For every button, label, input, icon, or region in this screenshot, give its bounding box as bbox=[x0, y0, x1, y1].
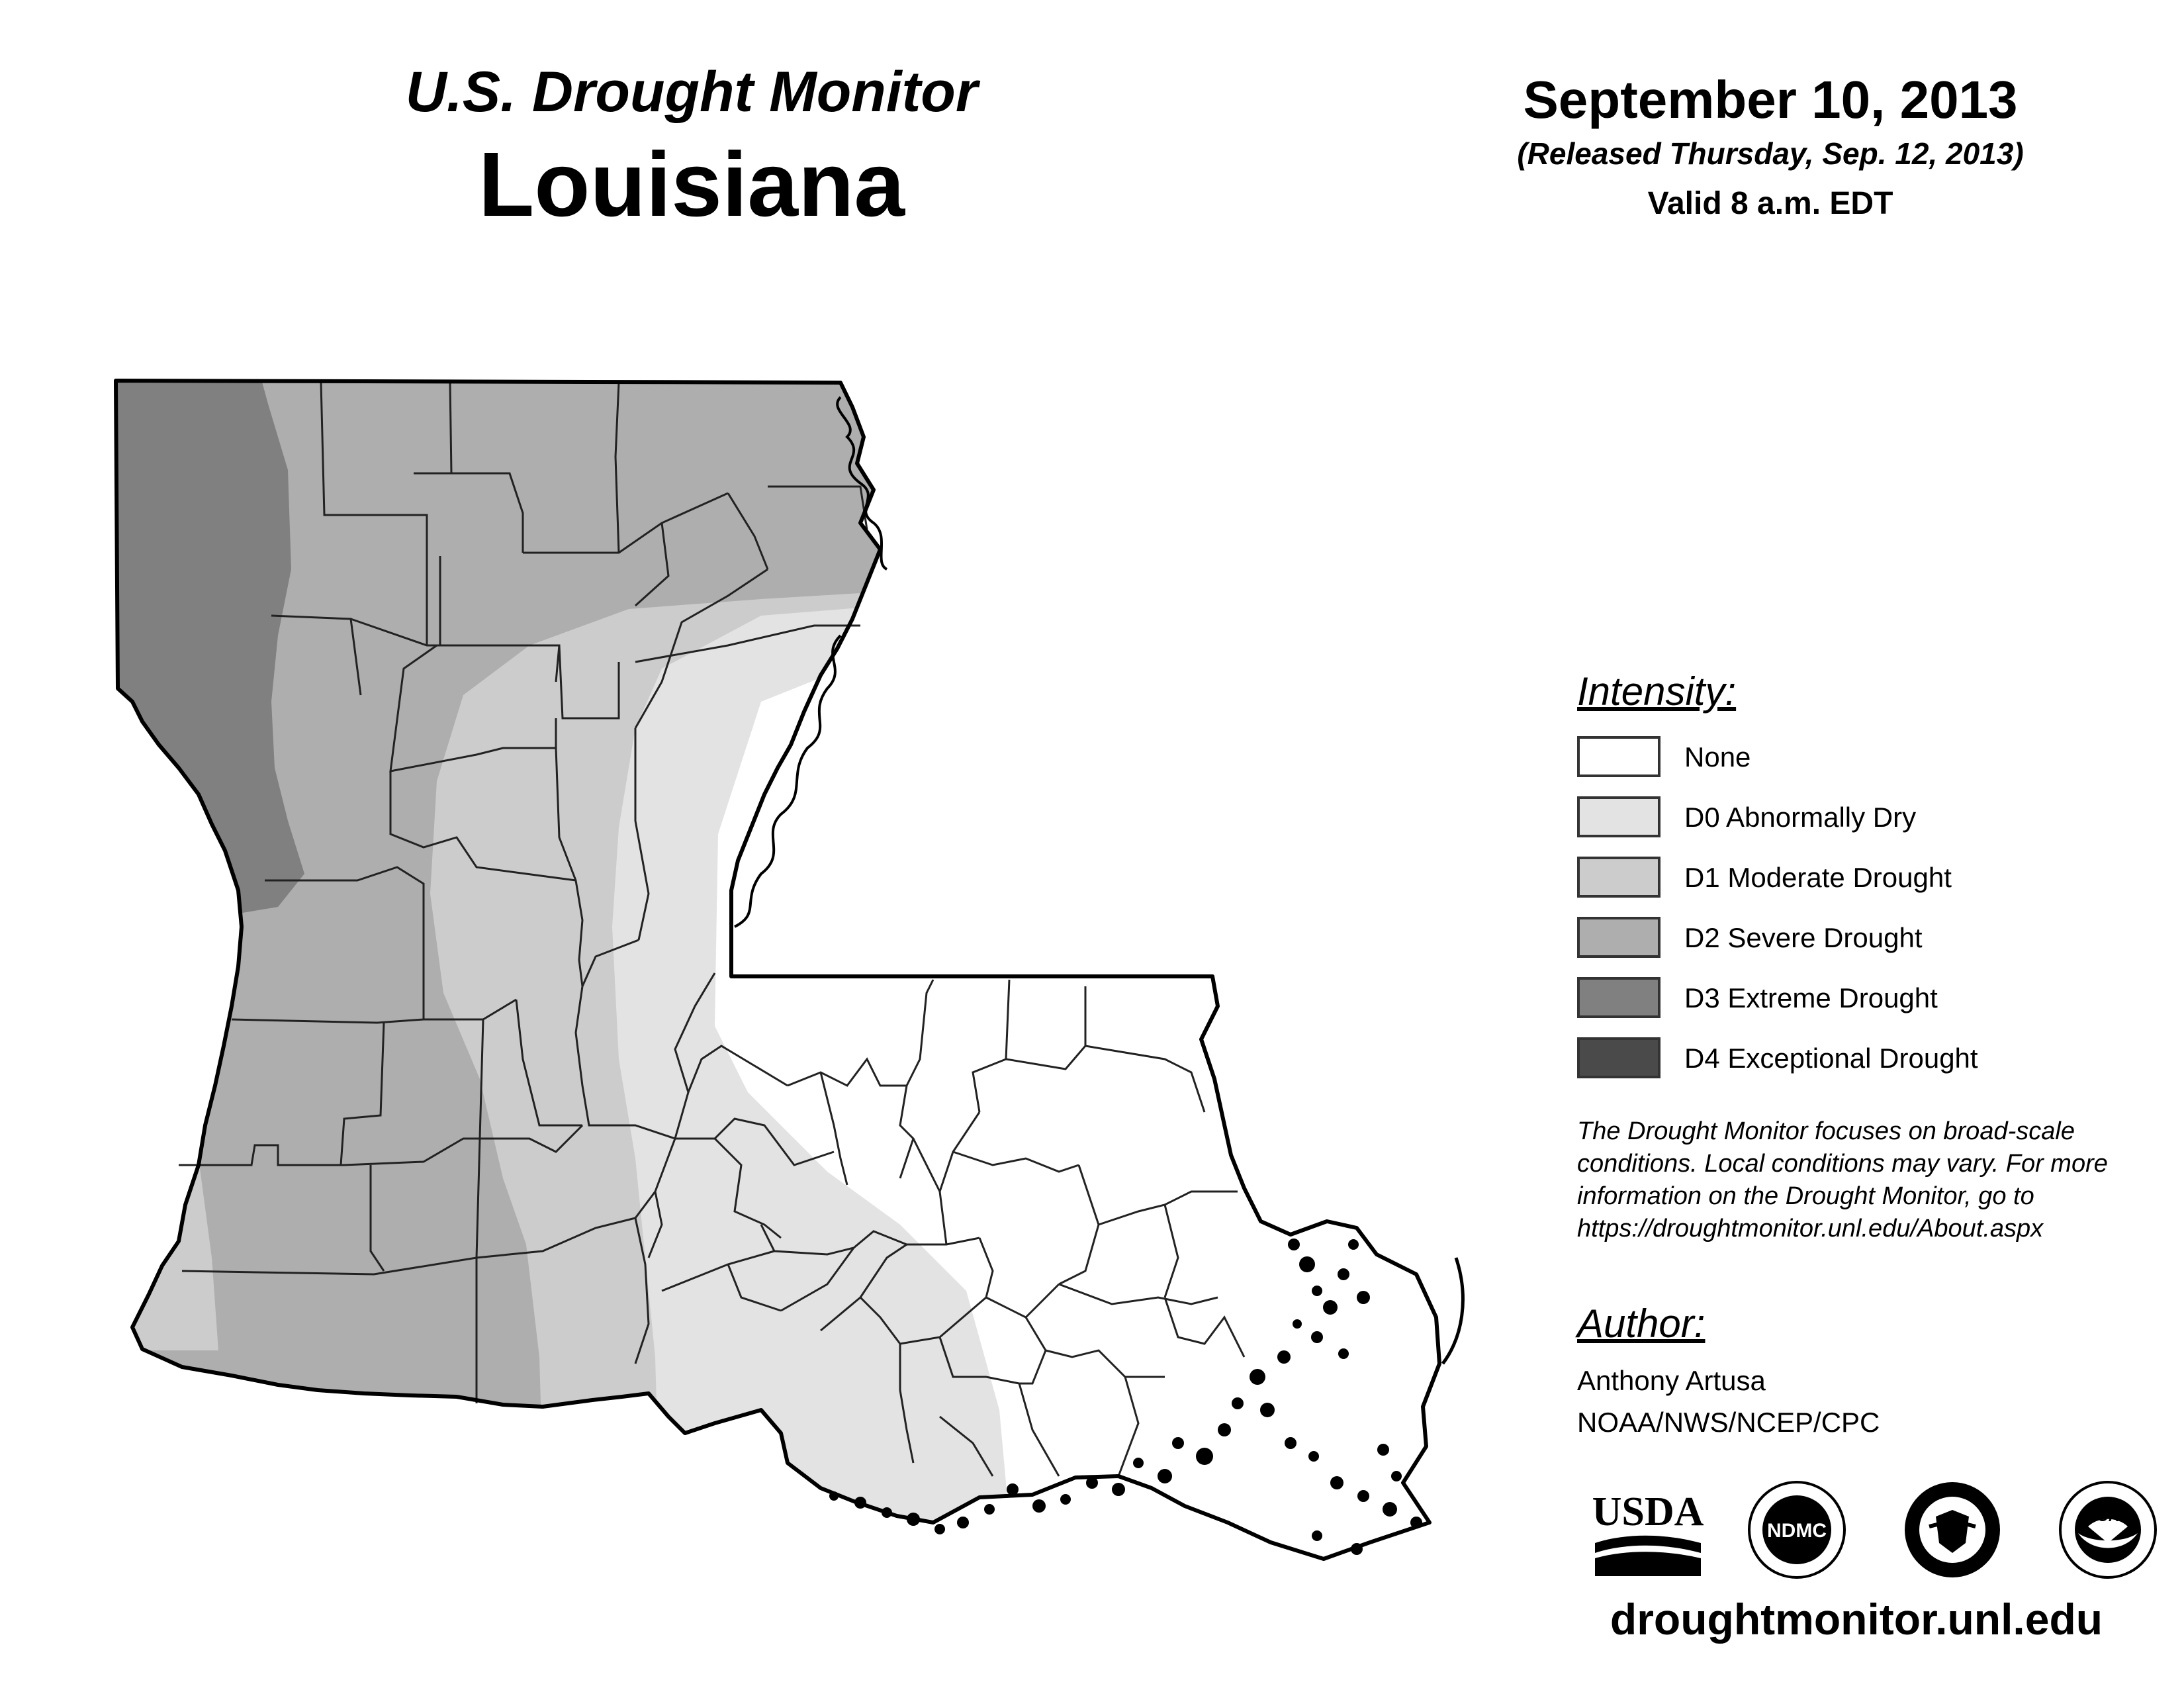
legend-swatch bbox=[1577, 1037, 1661, 1078]
legend-swatch bbox=[1577, 917, 1661, 958]
legend-item-d3 bbox=[1577, 977, 2107, 1018]
website-link[interactable]: droughtmonitor.unl.edu bbox=[1610, 1595, 2103, 1644]
legend-label: D3 Extreme Drought bbox=[1684, 982, 1938, 1013]
state-title: Louisiana bbox=[478, 134, 905, 236]
legend-heading: Intensity: bbox=[1577, 669, 1737, 714]
legend-swatch bbox=[1577, 857, 1661, 898]
author-heading: Author: bbox=[1577, 1301, 1706, 1346]
legend-label: D4 Exceptional Drought bbox=[1684, 1043, 1978, 1074]
ndmc-logo-text: NDMC bbox=[1767, 1520, 1827, 1542]
legend-label: D0 Abnormally Dry bbox=[1684, 802, 1917, 833]
usda-logo-text: USDA bbox=[1592, 1489, 1704, 1534]
chandeleur-islands bbox=[1443, 1258, 1463, 1364]
author-org: NOAA/NWS/NCEP/CPC bbox=[1577, 1407, 1880, 1438]
legend-item-d4 bbox=[1577, 1037, 2107, 1078]
ndmc-logo-icon bbox=[1747, 1480, 1846, 1579]
legend-item-d2 bbox=[1577, 917, 2107, 958]
valid-time: Valid 8 a.m. EDT bbox=[1647, 186, 1893, 221]
author-name: Anthony Artusa bbox=[1577, 1365, 1766, 1396]
noaa-logo-icon bbox=[2058, 1480, 2158, 1579]
legend-label: D1 Moderate Drought bbox=[1684, 862, 1952, 893]
legend-item-d1 bbox=[1577, 857, 2107, 898]
legend-item-d0 bbox=[1577, 796, 2107, 837]
zone-d3-extreme-drought bbox=[0, 331, 304, 927]
legend-swatch bbox=[1577, 977, 1661, 1018]
release-date: (Released Thursday, Sep. 12, 2013) bbox=[1517, 136, 2024, 171]
map-date: September 10, 2013 bbox=[1523, 70, 2018, 129]
disclaimer-text: The Drought Monitor focuses on broad-scale conditions. Local conditions may vary. For more information on the Drought Monitor, go to https://droughtmonitor.unl.edu/About.aspx bbox=[1577, 1117, 2108, 1243]
usda-logo-icon bbox=[1592, 1480, 1704, 1579]
monitor-title: U.S. Drought Monitor bbox=[405, 60, 978, 124]
legend-item-none bbox=[1577, 736, 2107, 777]
commerce-seal-icon bbox=[1903, 1480, 2002, 1579]
legend-label: None bbox=[1684, 741, 1751, 773]
noaa-logo-text: NOAA bbox=[2086, 1508, 2130, 1524]
legend-label: D2 Severe Drought bbox=[1684, 922, 1923, 953]
legend-swatch bbox=[1577, 736, 1661, 777]
legend-swatch bbox=[1577, 796, 1661, 837]
